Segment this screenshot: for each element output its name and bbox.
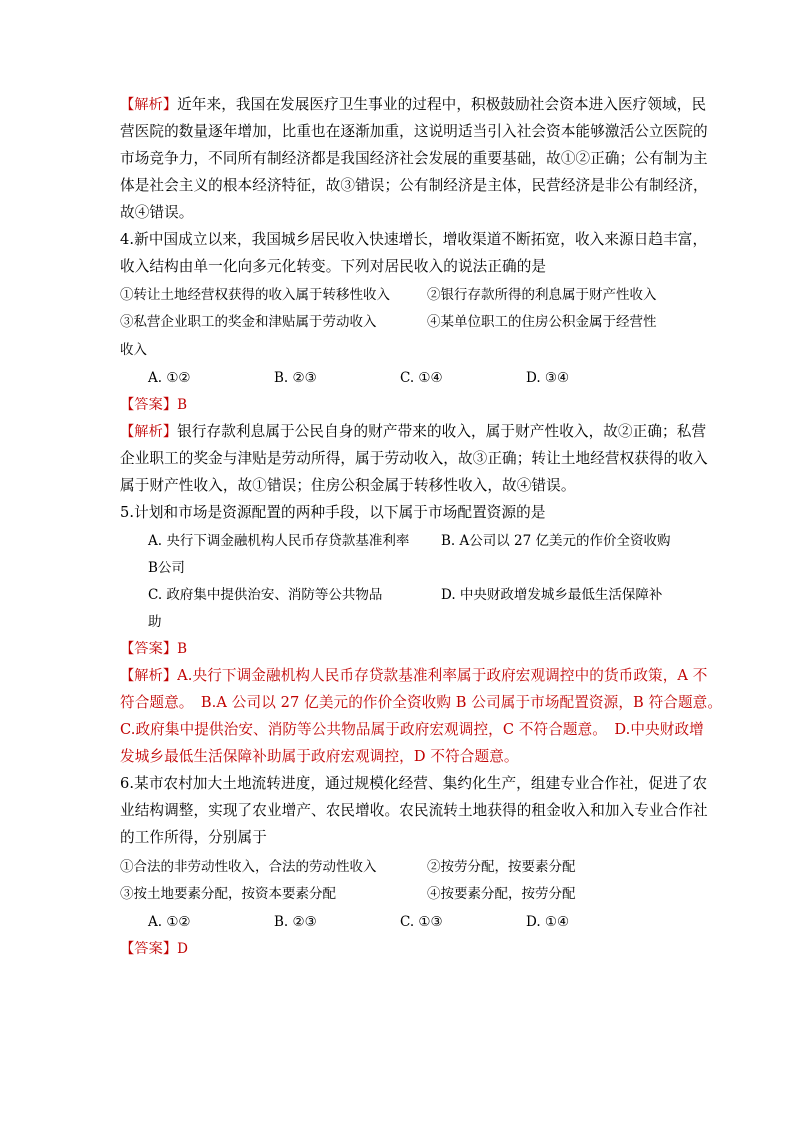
q6-option-b: B. ②③	[274, 914, 317, 930]
q3-analysis-line-2: 营医院的数量逐年增加，比重也在逐渐加重，这说明适当引入社会资本能够激活公立医院的	[120, 123, 708, 140]
q5-analysis-line-4: 发城乡最低生活保障补助属于政府宏观调控，D 不符合题意。	[120, 748, 519, 765]
q4-option-c: C. ①④	[400, 370, 443, 386]
q4-stem-line-2: 收入结构由单一化向多元化转变。下列对居民收入的说法正确的是	[120, 258, 547, 275]
q6-statement-3: ③按土地要素分配，按资本要素分配	[120, 886, 336, 902]
q4-stem-line-1: 4.新中国成立以来，我国城乡居民收入快速增长，增收渠道不断拓宽，收入来源日趋丰富，	[120, 231, 708, 248]
q4-option-a: A. ①②	[148, 370, 191, 386]
q6-option-c: C. ①③	[400, 914, 443, 930]
q4-analysis-line-1: 【解析】银行存款利息属于公民自身的财产带来的收入，属于财产性收入，故②正确；私营	[120, 423, 707, 440]
q6-stem-line-1: 6.某市农村加大土地流转进度，通过规模化经营、集约化生产，组建专业合作社，促进了农	[120, 775, 708, 792]
q4-answer-value: B	[177, 397, 188, 413]
q6-option-d: D. ①④	[526, 914, 570, 930]
q5-stem: 5.计划和市场是资源配置的两种手段，以下属于市场配置资源的是	[120, 504, 546, 521]
q4-statement-1: ①转让土地经营权获得的收入属于转移性收入	[120, 287, 390, 303]
q6-answer-value: D	[177, 941, 189, 957]
answer-tag: 【答案】	[120, 397, 178, 413]
q5-option-b-cont: B公司	[148, 560, 185, 576]
q6-stem-line-3: 的工作所得，分别属于	[120, 829, 267, 846]
q5-analysis-line-3: C.政府集中提供治安、消防等公共物品属于政府宏观调控，C 不符合题意。 D.中央财政增	[120, 721, 704, 738]
q5-answer-value: B	[177, 641, 188, 657]
q3-analysis-line-4: 体是社会主义的根本经济特征，故③错误；公有制经济是主体，民营经济是非公有制经济，	[120, 177, 708, 194]
q4-statement-4: ④某单位职工的住房公积金属于经营性	[427, 314, 657, 330]
q4-statement-4-cont: 收入	[120, 342, 147, 358]
q4-analysis-line-2: 企业职工的奖金与津贴是劳动所得，属于劳动收入，故③正确；转让土地经营权获得的收入	[120, 450, 708, 467]
q4-analysis-line-3: 属于财产性收入，故①错误；住房公积金属于转移性收入，故④错误。	[120, 477, 576, 494]
q5-analysis-line-2: 符合题意。 B.A 公司以 27 亿美元的作价全资收购 B 公司属于市场配置资源，B 符合题意。	[120, 694, 723, 711]
q4-statement-2: ②银行存款所得的利息属于财产性收入	[427, 287, 657, 303]
q5-answer: 【答案】B	[120, 641, 188, 657]
q3-analysis-line-3: 市场竞争力，不同所有制经济都是我国经济社会发展的重要基础，故①②正确；公有制为主	[120, 150, 708, 167]
q6-statement-1: ①合法的非劳动性收入，合法的劳动性收入	[120, 859, 377, 875]
analysis-tag: 【解析】	[120, 97, 178, 113]
q5-option-b: B. A公司以 27 亿美元的作价全资收购	[441, 533, 671, 549]
q5-option-a: A. 央行下调金融机构人民币存贷款基准利率	[148, 533, 410, 549]
q4-answer	[120, 395, 187, 415]
q5-option-d-cont: 助	[148, 614, 162, 630]
q5-option-d: D. 中央财政增发城乡最低生活保障补	[441, 587, 663, 603]
q6-statement-2: ②按劳分配，按要素分配	[427, 859, 576, 875]
q4-statement-3: ③私营企业职工的奖金和津贴属于劳动收入	[120, 314, 377, 330]
q5-option-c: C. 政府集中提供治安、消防等公共物品	[148, 587, 383, 603]
q5-analysis-line-1: 【解析】A.央行下调金融机构人民币存贷款基准利率属于政府宏观调控中的货币政策，A 不	[120, 667, 708, 684]
q6-stem-line-2: 业结构调整，实现了农业增产、农民增收。农民流转土地获得的租金收入和加入专业合作社	[120, 802, 708, 819]
q4-option-d: D. ③④	[526, 370, 570, 386]
q3-analysis-line-5: 故④错误。	[120, 204, 194, 221]
q4-option-b: B. ②③	[274, 370, 317, 386]
q6-answer: 【答案】D	[120, 941, 189, 957]
q6-statement-4: ④按要素分配，按劳分配	[427, 886, 576, 902]
q3-analysis-line-1: 【解析】近年来，我国在发展医疗卫生事业的过程中，积极鼓励社会资本进入医疗领域，民	[120, 96, 707, 113]
q6-option-a: A. ①②	[148, 914, 191, 930]
